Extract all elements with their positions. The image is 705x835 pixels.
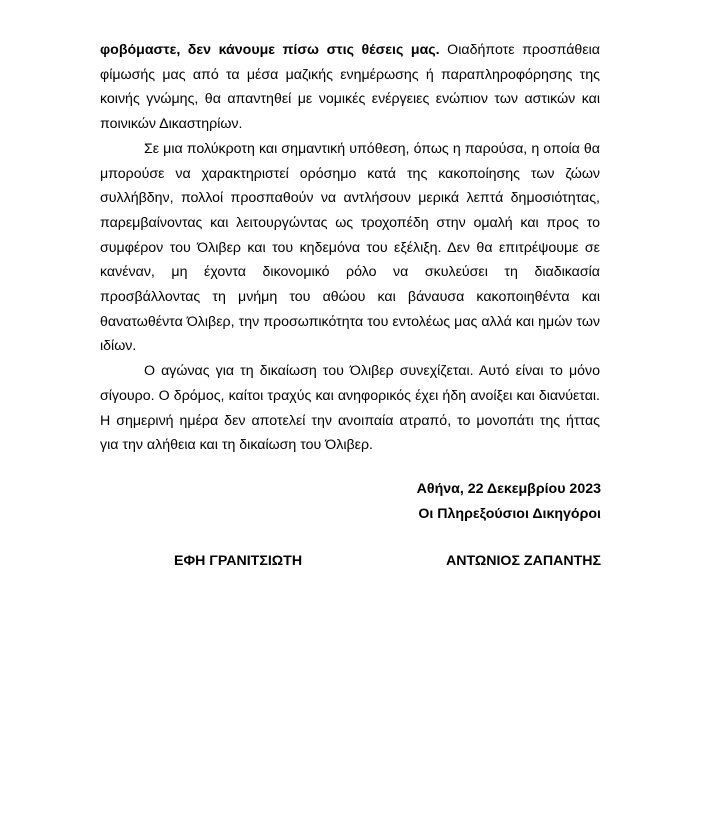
document-body [100, 38, 600, 458]
signer-name-2: ΑΝΤΩΝΙΟΣ ΖΑΠΑΝΤΗΣ [445, 553, 601, 569]
place-date: Αθήνα, 22 Δεκεμβρίου 2023 [416, 481, 601, 497]
paragraph-1-text: Οιαδήποτε προσπάθεια φίμωσής μας από τα μέσα μαζικής ενημέρωσης ή παραπληροφόρησης της κοινής γνώμης, θα απαντηθεί με νομικές ενέργειες ενώπιον των αστικών και ποινικών Δικαστηρίων. [100, 42, 600, 133]
signature-block [417, 477, 601, 527]
paragraph-1 [100, 38, 600, 137]
paragraph-3: Ο αγώνας για τη δικαίωση του Όλιβερ συνεχίζεται. Αυτό είναι το μόνο σίγουρο. Ο δρόμος, καίτοι τραχύς και ανηφορικός έχει ήδη ανοίξει και διανύεται. Η σημερινή ημέρα δεν αποτελεί την ανοιπαία ατραπό, το μονοπάτι της ήττας για την αλήθεια και τη δικαίωση του Όλιβερ. [100, 363, 600, 454]
signer-name-1: ΕΦΗ ΓΡΑΝΙΤΣΙΩΤΗ [174, 553, 303, 569]
signature-title: Οι Πληρεξούσιοι Δικηγόροι [418, 506, 601, 522]
paragraph-1-bold-lead: φοβόμαστε, δεν κάνουμε πίσω στις θέσεις μας. [100, 42, 440, 58]
paragraph-2: Σε μια πολύκροτη και σημαντική υπόθεση, όπως η παρούσα, η οποία θα μπορούσε να χαρακτηριστεί ορόσημο κατά της κακοποίησης των ζώων συλλήβδην, πολλοί προσπαθούν να αντλήσουν μερικά λεπτά δημοσιότητας, παρεμβαίνοντας και λειτουργώντας ως τροχοπέδη στην ομαλή και προς το συμφέρον του Όλιβερ και του κηδεμόνα του εξέλιξη. Δεν θα επιτρέψουμε σε κανέναν, μη έχοντα δικονομικό ρόλο να σκυλεύσει τη διαδικασία προσβάλλοντας τη μνήμη του αθώου και βάναυσα κακοποιηθέντα και θανατωθέντα Όλιβερ, την προσωπικότητα του εντολέως μας αλλά και ημών των ιδίων. [100, 140, 600, 355]
